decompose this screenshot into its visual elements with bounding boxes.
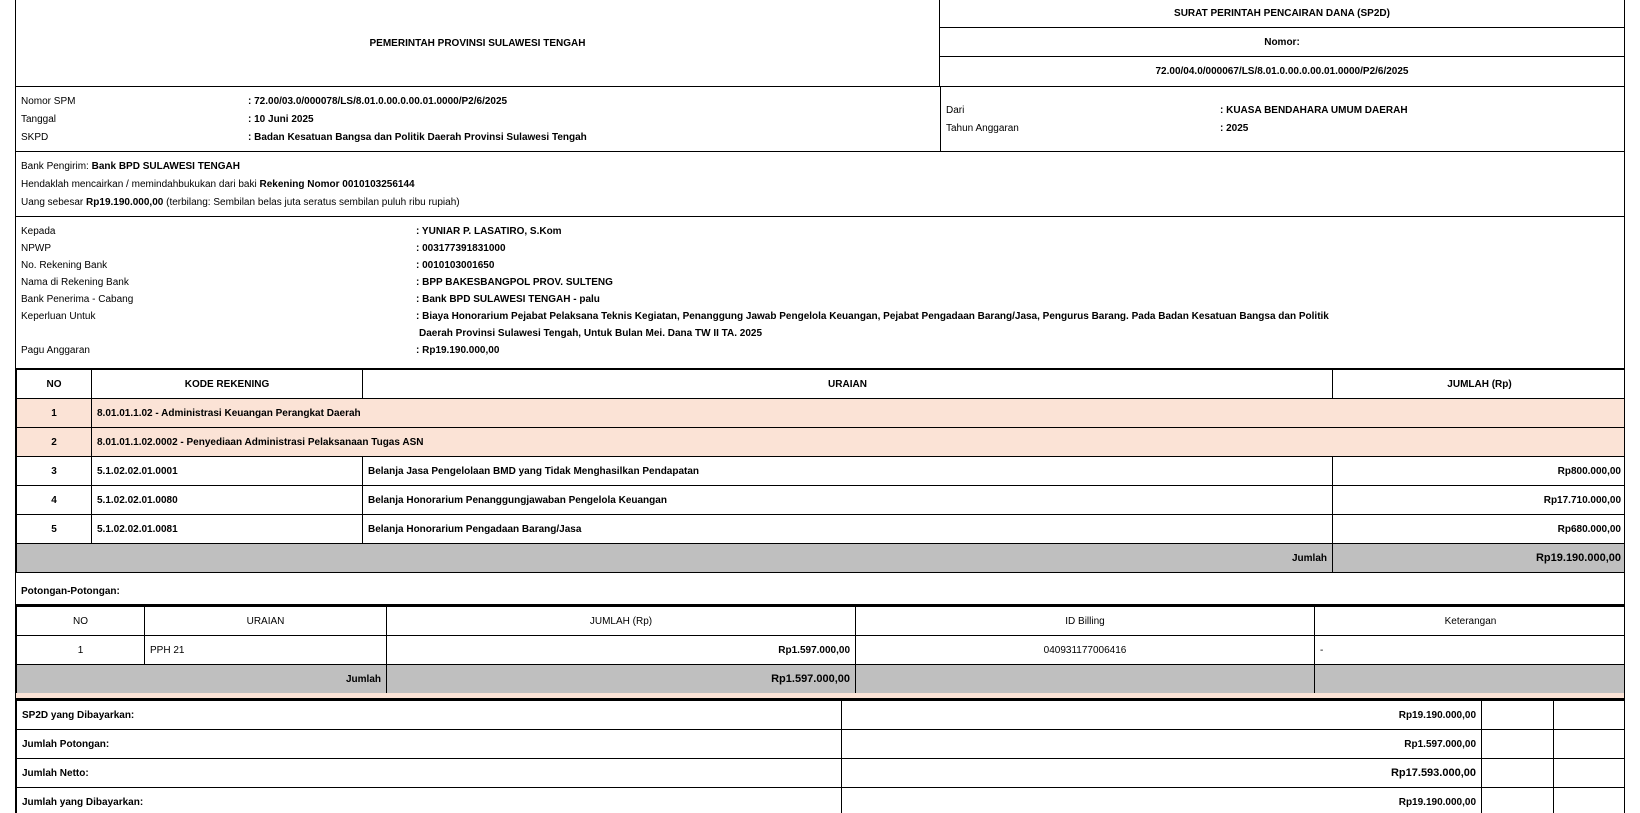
npwp-label: NPWP — [21, 243, 51, 254]
empty-cell — [1482, 788, 1554, 813]
total-value: Rp19.190.000,00 — [1333, 544, 1626, 573]
empty-cell — [1554, 759, 1626, 788]
npwp-value: : 003177391831000 — [416, 243, 506, 254]
row-group-text: 8.01.01.1.02 - Administrasi Keuangan Perangkat Daerah — [92, 399, 1626, 428]
skpd-label: SKPD — [21, 132, 49, 143]
document-header — [16, 0, 1624, 87]
empty-cell — [1482, 730, 1554, 759]
row-billing: 040931177006416 — [856, 636, 1315, 665]
col-header-kode: KODE REKENING — [92, 370, 363, 399]
row-uraian: Belanja Jasa Pengelolaan BMD yang Tidak Menghasilkan Pendapatan — [363, 457, 1333, 486]
ringkasan-table — [16, 700, 1625, 813]
uang-label: Uang sebesar — [21, 197, 84, 208]
uang-value: Rp19.190.000,00 — [86, 197, 164, 208]
table-total-row — [17, 544, 1626, 573]
terbilang-text: (terbilang: Sembilan belas juta seratus sembilan puluh ribu rupiah) — [166, 197, 460, 208]
summary-row — [17, 701, 1626, 730]
penerima-section — [16, 217, 1624, 370]
table-row-group — [17, 428, 1626, 457]
total-label: Jumlah — [17, 544, 1333, 573]
summary-value: Rp19.190.000,00 — [842, 701, 1482, 730]
bank-penerima-value: : Bank BPD SULAWESI TENGAH - palu — [416, 294, 600, 305]
table-header-row — [17, 370, 1626, 399]
summary-label: SP2D yang Dibayarkan: — [17, 701, 842, 730]
kepada-label: Kepada — [21, 226, 56, 237]
col-header-billing: ID Billing — [856, 607, 1315, 636]
rekening-line — [21, 179, 415, 190]
table-row — [17, 515, 1626, 544]
row-kode: 5.1.02.02.01.0081 — [92, 515, 363, 544]
total-label: Jumlah — [17, 665, 387, 694]
summary-label: Jumlah yang Dibayarkan: — [17, 788, 842, 813]
row-no: 1 — [17, 399, 92, 428]
skpd-value: : Badan Kesatuan Bangsa dan Politik Daerah Provinsi Sulawesi Tengah — [248, 132, 587, 143]
row-no: 5 — [17, 515, 92, 544]
bank-pengirim-value: Bank BPD SULAWESI TENGAH — [91, 161, 240, 172]
nama-rek-value: : BPP BAKESBANGPOL PROV. SULTENG — [416, 277, 613, 288]
empty-cell — [856, 665, 1315, 694]
row-jumlah: Rp1.597.000,00 — [387, 636, 856, 665]
potongan-table — [16, 606, 1625, 694]
summary-row — [17, 788, 1626, 813]
row-no: 4 — [17, 486, 92, 515]
nomor-spm-value: : 72.00/03.0/000078/LS/8.01.0.00.0.00.01.0000/P2/6/2025 — [248, 96, 508, 107]
keperluan-label: Keperluan Untuk — [21, 311, 96, 322]
row-kode: 5.1.02.02.01.0080 — [92, 486, 363, 515]
bank-section — [16, 152, 1624, 217]
row-group-text: 8.01.01.1.02.0002 - Penyediaan Administrasi Pelaksanaan Tugas ASN — [92, 428, 1626, 457]
hendaklah-text: Hendaklah mencairkan / memindahbukukan dari baki — [21, 179, 257, 190]
row-no: 1 — [17, 636, 145, 665]
keperluan-value-2: Daerah Provinsi Sulawesi Tengah, Untuk Bulan Mei. Dana TW II TA. 2025 — [419, 328, 763, 339]
col-header-keterangan: Keterangan — [1315, 607, 1626, 636]
empty-cell — [1554, 701, 1626, 730]
empty-cell — [1482, 701, 1554, 730]
empty-cell — [1315, 665, 1626, 694]
row-kode: 5.1.02.02.01.0001 — [92, 457, 363, 486]
total-value: Rp1.597.000,00 — [387, 665, 856, 694]
col-header-uraian: URAIAN — [363, 370, 1333, 399]
nomor-spm-label: Nomor SPM — [21, 96, 76, 107]
table-row — [17, 457, 1626, 486]
summary-label: Jumlah Netto: — [17, 759, 842, 788]
summary-label: Jumlah Potongan: — [17, 730, 842, 759]
col-header-uraian: URAIAN — [145, 607, 387, 636]
tahun-label: Tahun Anggaran — [946, 123, 1019, 134]
kepada-value: : YUNIAR P. LASATIRO, S.Kom — [416, 226, 562, 237]
sp2d-number: 72.00/04.0/000067/LS/8.01.0.00.0.00.01.0000/P2/6/2025 — [1155, 66, 1409, 77]
table-row — [17, 486, 1626, 515]
dari-value: : KUASA BENDAHARA UMUM DAERAH — [1220, 105, 1408, 116]
row-jumlah: Rp680.000,00 — [1333, 515, 1626, 544]
nomor-label: Nomor: — [940, 28, 1624, 57]
potongan-title: Potongan-Potongan: — [16, 577, 1624, 606]
pagu-label: Pagu Anggaran — [21, 345, 90, 356]
row-keterangan: - — [1315, 636, 1626, 665]
summary-row — [17, 730, 1626, 759]
col-header-no: NO — [17, 370, 92, 399]
rekening-label: Rekening Nomor — [259, 179, 340, 190]
bank-pengirim-line — [21, 161, 240, 172]
empty-cell — [1554, 730, 1626, 759]
sp2d-title-block — [940, 0, 1624, 86]
row-uraian: Belanja Honorarium Pengadaan Barang/Jasa — [363, 515, 1333, 544]
table-header-row — [17, 607, 1626, 636]
col-header-jumlah: JUMLAH (Rp) — [387, 607, 856, 636]
tahun-value: : 2025 — [1220, 123, 1249, 134]
summary-value: Rp17.593.000,00 — [842, 759, 1482, 788]
summary-value: Rp19.190.000,00 — [842, 788, 1482, 813]
row-no: 3 — [17, 457, 92, 486]
rekening-value: 0010103256144 — [342, 179, 415, 190]
table-total-row — [17, 665, 1626, 694]
row-jumlah: Rp17.710.000,00 — [1333, 486, 1626, 515]
tanggal-label: Tanggal — [21, 114, 57, 125]
bank-penerima-label: Bank Penerima - Cabang — [21, 294, 134, 305]
pagu-value: : Rp19.190.000,00 — [416, 345, 500, 356]
nama-rek-label: Nama di Rekening Bank — [21, 277, 129, 288]
row-jumlah: Rp800.000,00 — [1333, 457, 1626, 486]
table-row — [17, 636, 1626, 665]
row-uraian: Belanja Honorarium Penanggungjawaban Pengelola Keuangan — [363, 486, 1333, 515]
separator-bar — [16, 693, 1624, 700]
table-row-group — [17, 399, 1626, 428]
tanggal-value: : 10 Juni 2025 — [248, 114, 314, 125]
rincian-table — [16, 369, 1625, 573]
bank-pengirim-label: Bank Pengirim: — [21, 161, 89, 172]
empty-cell — [1482, 759, 1554, 788]
keperluan-value-1: : Biaya Honorarium Pejabat Pelaksana Teknis Kegiatan, Penanggung Jawab Pengelola Keuangan, Pejabat Pengadaan Barang/Jasa, Pengurus Barang. Pada Badan Kesatuan Bangsa dan Politik — [416, 311, 1329, 322]
norek-label: No. Rekening Bank — [21, 260, 108, 271]
empty-cell — [1554, 788, 1626, 813]
row-no: 2 — [17, 428, 92, 457]
government-title: PEMERINTAH PROVINSI SULAWESI TENGAH — [16, 0, 940, 86]
spm-info-section — [16, 87, 1624, 152]
summary-row — [17, 759, 1626, 788]
summary-value: Rp1.597.000,00 — [842, 730, 1482, 759]
sp2d-title: SURAT PERINTAH PENCAIRAN DANA (SP2D) — [940, 0, 1624, 28]
dari-label: Dari — [946, 105, 965, 116]
section-divider — [940, 87, 941, 151]
sp2d-document — [15, 0, 1625, 813]
uang-line — [21, 197, 460, 208]
col-header-jumlah: JUMLAH (Rp) — [1333, 370, 1626, 399]
col-header-no: NO — [17, 607, 145, 636]
norek-value: : 0010103001650 — [416, 260, 495, 271]
row-uraian: PPH 21 — [145, 636, 387, 665]
